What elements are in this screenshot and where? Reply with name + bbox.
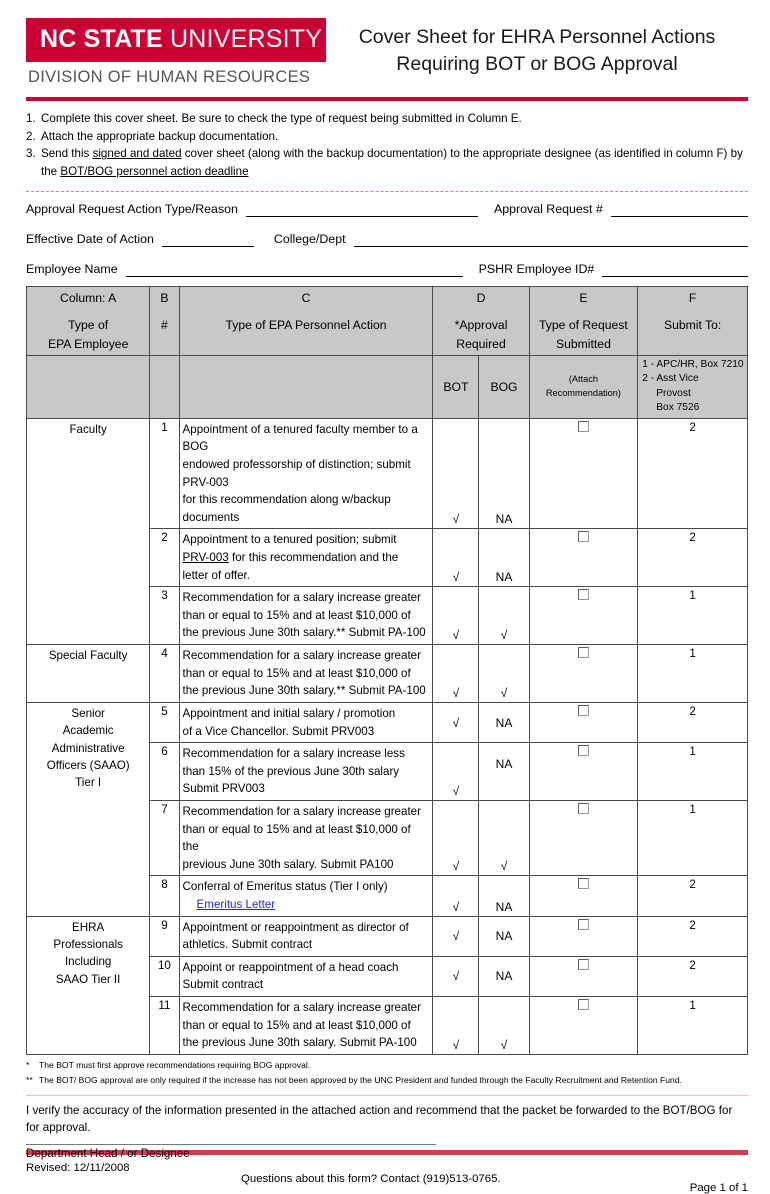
- submit-to-cell: 2: [638, 529, 748, 587]
- checkbox-icon[interactable]: [578, 878, 589, 889]
- instructions-list: [0, 101, 770, 181]
- instruction-item: [26, 110, 748, 128]
- request-type-checkbox-cell[interactable]: [529, 956, 638, 996]
- pshr-employee-id-label: PSHR Employee ID#: [478, 262, 595, 277]
- action-description-line: Appointment and initial salary / promotion: [182, 706, 396, 720]
- verification-statement: [0, 1096, 770, 1137]
- table-row: [27, 418, 748, 529]
- request-type-checkbox-cell[interactable]: [529, 876, 638, 916]
- employee-type-label: Senior: [71, 706, 105, 720]
- bog-approval-cell: √: [479, 997, 529, 1055]
- action-description-line: than or equal to 15% and at least $10,000 of the: [182, 822, 411, 854]
- signature-caption: Department Head / or Designee: [26, 1147, 190, 1161]
- action-description-cell: [179, 587, 433, 645]
- bot-approval-cell: √: [433, 997, 479, 1055]
- action-description-line: the previous June 30th salary.** Submit PA-100: [182, 684, 426, 698]
- employee-type-label: Faculty: [69, 422, 107, 436]
- checkbox-icon[interactable]: [578, 745, 589, 756]
- submit-to-option-2: 2 - Asst Vice: [642, 373, 699, 385]
- logo-wordmark: [26, 18, 326, 62]
- verification-line-1: I verify the accuracy of the information presented in the attached action and recommend that the packet be forwarded to the BOT/BOG for: [26, 1104, 733, 1118]
- action-description-line: athletics. Submit contract: [182, 938, 313, 952]
- page-title-line1: Cover Sheet for EHRA Personnel Actions: [358, 26, 716, 48]
- footer-contact: Questions about this form? Contact (919)513-0765.: [241, 1173, 501, 1186]
- header-col-e-label-l1: Type of Request: [539, 318, 628, 333]
- action-number-cell: 2: [150, 529, 179, 587]
- action-description-line: Conferral of Emeritus status (Tier I only): [182, 880, 388, 894]
- header-col-a-letter: Column: A: [60, 290, 117, 305]
- employee-name-label: Employee Name: [26, 262, 118, 277]
- submit-to-cell: 2: [638, 418, 748, 529]
- submit-to-cell: 1: [638, 645, 748, 703]
- instruction-number: 3.: [26, 147, 36, 161]
- instruction-item: [26, 145, 748, 180]
- action-description-line: Submit contract: [182, 978, 264, 992]
- action-description-line: PRV-003 for this recommendation and the: [182, 551, 399, 565]
- bot-approval-cell: √: [433, 743, 479, 801]
- checkbox-icon[interactable]: [578, 803, 589, 814]
- action-description-link-text[interactable]: PRV-003: [182, 551, 229, 565]
- header-col-c-label: Type of EPA Personnel Action: [225, 318, 387, 333]
- bot-approval-cell: √: [433, 702, 479, 742]
- action-description-line: of a Vice Chancellor. Submit PRV003: [182, 724, 375, 738]
- employee-type-label: Academic: [62, 724, 114, 738]
- employee-type-label: Officers (SAAO): [46, 759, 130, 773]
- header2-attach-recommendation-note: (Attach Recommendation): [529, 355, 638, 418]
- table-footnotes: [0, 1055, 770, 1088]
- bog-approval-cell: NA: [479, 743, 529, 801]
- employee-type-cell: [27, 702, 150, 916]
- header-col-f: [638, 286, 748, 355]
- action-description-line: Recommendation for a salary increase greater: [182, 804, 421, 818]
- header-col-b-label: #: [161, 318, 168, 333]
- employee-name-input[interactable]: [126, 263, 463, 277]
- page-title-line2: Requiring BOT or BOG Approval: [396, 52, 678, 75]
- personnel-actions-table-wrap: [0, 286, 770, 1055]
- action-description-line: Submit PRV003: [182, 782, 265, 796]
- action-description-cell: [179, 418, 433, 529]
- instruction-text-part1: Send this: [41, 147, 93, 161]
- bot-approval-cell: √: [433, 418, 479, 529]
- checkbox-icon[interactable]: [578, 421, 589, 432]
- instruction-number: 1.: [26, 112, 36, 125]
- employee-type-label: Administrative: [51, 741, 125, 755]
- approval-request-number-input[interactable]: [611, 203, 748, 217]
- header-col-b: [150, 286, 179, 355]
- instruction-number: 2.: [26, 129, 36, 143]
- checkbox-icon[interactable]: [578, 959, 589, 970]
- approval-request-type-input[interactable]: [246, 203, 478, 217]
- header2-bog-label: BOG: [479, 355, 529, 418]
- bog-approval-cell: NA: [479, 956, 529, 996]
- approval-request-type-label: Approval Request Action Type/Reason: [26, 202, 238, 217]
- personnel-actions-table: [26, 286, 748, 1055]
- bot-approval-cell: √: [433, 916, 479, 956]
- action-description-cell: [179, 876, 433, 916]
- action-number-cell: 3: [150, 587, 179, 645]
- bog-approval-cell: √: [479, 645, 529, 703]
- footnote-marker: *: [26, 1059, 30, 1070]
- footer-revised-date: Revised: 12/11/2008: [26, 1162, 130, 1175]
- bot-approval-cell: √: [433, 876, 479, 916]
- header-col-e-label-l2: Submitted: [555, 336, 611, 351]
- action-description-line: the previous June 30th salary. Submit PA-100: [182, 1036, 417, 1050]
- submit-to-cell: 2: [638, 702, 748, 742]
- page-footer: [0, 1155, 770, 1194]
- bog-approval-cell: NA: [479, 529, 529, 587]
- page-header: [0, 0, 770, 87]
- action-description-cell: [179, 702, 433, 742]
- submit-to-cell: 1: [638, 997, 748, 1055]
- footnote-item: [26, 1073, 748, 1088]
- employee-type-cell: [27, 645, 150, 703]
- bog-approval-cell: NA: [479, 876, 529, 916]
- header2-submit-to-note: [638, 355, 748, 418]
- request-type-checkbox-cell[interactable]: [529, 702, 638, 742]
- employee-type-label: Including: [64, 955, 112, 969]
- action-description-line: than 15% of the previous June 30th salary: [182, 764, 400, 778]
- action-description-line: Appointment of a tenured faculty member to a BOG: [182, 422, 418, 454]
- logo-division-text: DIVISION OF HUMAN RESOURCES: [28, 68, 311, 86]
- footnote-item: [26, 1058, 748, 1073]
- request-type-checkbox-cell[interactable]: [529, 645, 638, 703]
- header-col-e: [529, 286, 638, 355]
- action-number-cell: 10: [150, 956, 179, 996]
- header-col-d-label-l1: *Approval: [454, 318, 508, 333]
- employee-type-label: Professionals: [53, 938, 123, 951]
- employee-type-label: EHRA: [72, 920, 105, 934]
- bog-approval-cell: NA: [479, 418, 529, 529]
- instruction-text: Attach the appropriate backup documentation.: [41, 129, 279, 143]
- footnote-text: The BOT must first approve recommendations requiring BOG approval.: [39, 1059, 311, 1070]
- action-description-line: endowed professorship of distinction; submit PRV-003: [182, 457, 411, 489]
- table-row: [27, 645, 748, 703]
- bot-approval-cell: √: [433, 645, 479, 703]
- action-number-cell: 7: [150, 800, 179, 875]
- action-description-line: previous June 30th salary. Submit PA100: [182, 857, 394, 871]
- action-description-cell: [179, 529, 433, 587]
- bot-approval-cell: √: [433, 800, 479, 875]
- request-type-checkbox-cell[interactable]: [529, 997, 638, 1055]
- action-description-line: Recommendation for a salary increase greater: [182, 1001, 421, 1015]
- footnote-marker: **: [26, 1074, 33, 1085]
- checkbox-icon[interactable]: [578, 705, 589, 716]
- header-col-a: [27, 286, 150, 355]
- action-description-cell: [179, 800, 433, 875]
- verification-line-2: for approval.: [26, 1121, 91, 1135]
- table-header-row-2: [27, 355, 748, 418]
- submit-to-option-1: 1 - APC/HR, Box 7210: [642, 358, 744, 370]
- header-col-c: [179, 286, 433, 355]
- header2-col-c-blank: [179, 355, 433, 418]
- instruction-text-part2: cover sheet (along with the backup documentation) to the appropriate designee (as identified in column F) by the: [41, 147, 743, 179]
- instruction-underline-deadline: BOT/BOG personnel action deadline: [60, 165, 249, 179]
- table-header-row-1: [27, 286, 748, 355]
- action-description-line: than or equal to 15% and at least $10,000 of: [182, 666, 411, 680]
- employee-type-label: Special Faculty: [48, 649, 128, 663]
- instruction-text: Complete this cover sheet. Be sure to check the type of request being submitted in Column E.: [41, 112, 522, 125]
- bog-approval-cell: NA: [479, 702, 529, 742]
- action-number-cell: 6: [150, 743, 179, 801]
- nc-state-logo: [26, 18, 326, 87]
- footnote-text: The BOT/ BOG approval are only required if the increase has not been approved by the UNC President and funded through the Faculty Recruitment and Retention Fund.: [39, 1074, 682, 1085]
- bog-approval-cell: NA: [479, 916, 529, 956]
- checkbox-icon[interactable]: [578, 999, 589, 1010]
- header-col-d-label-l2: Required: [456, 336, 506, 351]
- request-type-checkbox-cell[interactable]: [529, 916, 638, 956]
- checkbox-icon[interactable]: [578, 919, 589, 930]
- action-description-line: Appoint or reappointment of a head coach: [182, 960, 399, 974]
- action-description-cell: [179, 997, 433, 1055]
- request-type-checkbox-cell[interactable]: [529, 418, 638, 529]
- header-col-e-letter: E: [579, 290, 588, 305]
- header-col-f-label: Submit To:: [663, 318, 722, 333]
- action-description-line: than or equal to 15% and at least $10,000 of: [182, 608, 411, 622]
- logo-light-text: UNIVERSITY: [170, 25, 323, 53]
- action-number-cell: 1: [150, 418, 179, 529]
- submit-to-cell: 1: [638, 587, 748, 645]
- page-title: [326, 18, 748, 78]
- header-col-d: [433, 286, 529, 355]
- action-number-cell: 4: [150, 645, 179, 703]
- action-description-line: Recommendation for a salary increase greater: [182, 649, 421, 663]
- header-col-a-label-l1: Type of: [68, 318, 109, 333]
- action-description-line: than or equal to 15% and at least $10,000 of: [182, 1018, 411, 1032]
- checkbox-icon[interactable]: [578, 589, 589, 600]
- checkbox-icon[interactable]: [578, 531, 589, 542]
- field-row-approval-request: [26, 203, 748, 217]
- employee-type-label: Tier I: [75, 776, 102, 790]
- action-description-link-line: [183, 896, 430, 914]
- header-col-f-letter: F: [688, 290, 697, 305]
- action-description-line: Recommendation for a salary increase less: [182, 747, 405, 761]
- request-type-checkbox-cell[interactable]: [529, 529, 638, 587]
- form-fields: [0, 192, 770, 277]
- table-row: [27, 702, 748, 742]
- submit-to-option-2-l2: Provost: [656, 387, 691, 399]
- action-description-line: letter of offer.: [182, 568, 251, 582]
- field-row-effective-date: [26, 233, 748, 247]
- submit-to-cell: 2: [638, 916, 748, 956]
- action-description-line: Appointment to a tenured position; submit: [182, 533, 397, 547]
- action-description-line: for this recommendation along w/backup documents: [182, 493, 391, 524]
- action-description-cell: [179, 645, 433, 703]
- action-number-cell: 9: [150, 916, 179, 956]
- action-description-cell: [179, 916, 433, 956]
- action-number-cell: 5: [150, 702, 179, 742]
- instruction-underline-signed-dated: signed and dated: [92, 147, 182, 161]
- header-col-a-label-l2: EPA Employee: [47, 336, 129, 351]
- action-description-cell: [179, 956, 433, 996]
- action-number-cell: 11: [150, 997, 179, 1055]
- action-description-line: Recommendation for a salary increase greater: [182, 591, 421, 605]
- footer-page-number: Page 1 of 1: [689, 1182, 748, 1194]
- header2-col-b-blank: [150, 355, 179, 418]
- instruction-item: [26, 128, 748, 146]
- bog-approval-cell: √: [479, 800, 529, 875]
- request-type-checkbox-cell[interactable]: [529, 800, 638, 875]
- header-col-d-letter: D: [476, 290, 486, 305]
- header2-col-a-blank: [27, 355, 150, 418]
- employee-type-cell: [27, 916, 150, 1054]
- instruction-text: [41, 145, 748, 180]
- action-number-cell: 8: [150, 876, 179, 916]
- pshr-employee-id-input[interactable]: [602, 263, 748, 277]
- effective-date-input[interactable]: [162, 233, 254, 247]
- request-type-checkbox-cell[interactable]: [529, 743, 638, 801]
- header-col-c-letter: C: [301, 290, 311, 305]
- submit-to-cell: 1: [638, 800, 748, 875]
- logo-bold-text: NC STATE: [40, 25, 163, 53]
- approval-request-number-label: Approval Request #: [493, 202, 603, 217]
- field-row-employee: [26, 263, 748, 277]
- college-dept-input[interactable]: [354, 233, 748, 247]
- request-type-checkbox-cell[interactable]: [529, 587, 638, 645]
- action-description-line: Appointment or reappointment as director of: [182, 920, 409, 934]
- table-row: [27, 916, 748, 956]
- action-description-line: the previous June 30th salary.** Submit PA-100: [182, 626, 426, 640]
- checkbox-icon[interactable]: [578, 647, 589, 658]
- bot-approval-cell: √: [433, 587, 479, 645]
- effective-date-label: Effective Date of Action: [26, 232, 154, 247]
- bot-approval-cell: √: [433, 529, 479, 587]
- submit-to-cell: 2: [638, 876, 748, 916]
- header-col-b-letter: B: [160, 290, 169, 305]
- college-dept-label: College/Dept: [273, 232, 346, 247]
- action-description-cell: [179, 743, 433, 801]
- employee-type-label: SAAO Tier II: [55, 972, 121, 986]
- submit-to-cell: 1: [638, 743, 748, 801]
- bog-approval-cell: √: [479, 587, 529, 645]
- header2-bot-label: BOT: [433, 355, 479, 418]
- bot-approval-cell: √: [433, 956, 479, 996]
- submit-to-cell: 2: [638, 956, 748, 996]
- emeritus-letter-link[interactable]: Emeritus Letter: [196, 898, 276, 911]
- submit-to-option-2-l3: Box 7526: [656, 402, 700, 414]
- employee-type-cell: [27, 418, 150, 644]
